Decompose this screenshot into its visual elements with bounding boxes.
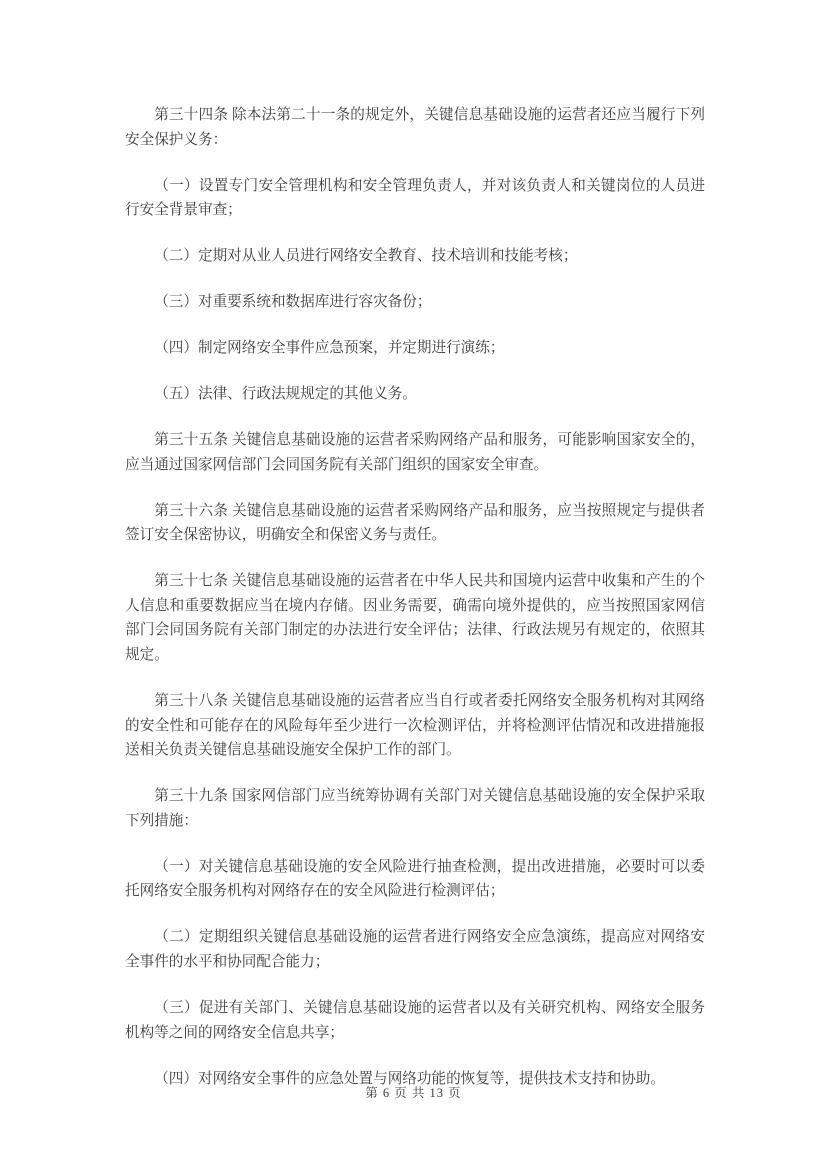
document-body xyxy=(125,103,705,1112)
article-35: 第三十五条 关键信息基础设施的运营者采购网络产品和服务，可能影响国家安全的，应当通过国家网信部门会同国务院有关部门组织的国家安全审查。 xyxy=(125,432,705,473)
article-34-item-5: （五）法律、行政法规规定的其他义务。 xyxy=(154,386,417,403)
article-34-intro: 第三十四条 除本法第二十一条的规定外，关键信息基础设施的运营者还应当履行下列安全保护义务： xyxy=(125,107,705,148)
article-34-item-1: （一）设置专门安全管理机构和安全管理负责人，并对该负责人和关键岗位的人员进行安全背景审查； xyxy=(125,177,705,219)
article-36: 第三十六条 关键信息基础设施的运营者采购网络产品和服务，应当按照规定与提供者签订安全保密协议，明确安全和保密义务与责任。 xyxy=(125,502,705,544)
article-38: 第三十八条 关键信息基础设施的运营者应当自行或者委托网络安全服务机构对其网络的安全性和可能存在的风险每年至少进行一次检测评估，并将检测评估情况和改进措施报送相关负责关键信息基础设施安全保护工作的部门。 xyxy=(125,693,705,759)
article-34-item-2: （二）定期对从业人员进行网络安全教育、技术培训和技能考核； xyxy=(154,248,578,265)
article-39-item-3: （三）促进有关部门、关键信息基础设施的运营者以及有关研究机构、网络安全服务机构等之间的网络安全信息共享； xyxy=(125,999,705,1041)
article-39-item-4: （四）对网络安全事件的应急处置与网络功能的恢复等，提供技术支持和协助。 xyxy=(154,1070,665,1087)
article-34-item-4: （四）制定网络安全事件应急预案，并定期进行演练； xyxy=(154,340,505,357)
page-number-footer: 第 6 页 共 13 页 xyxy=(365,1086,462,1100)
article-39-intro: 第三十九条 国家网信部门应当统筹协调有关部门对关键信息基础设施的安全保护采取下列措施： xyxy=(125,788,705,829)
article-34-item-3: （三）对重要系统和数据库进行容灾备份； xyxy=(154,294,432,311)
article-37: 第三十七条 关键信息基础设施的运营者在中华人民共和国境内运营中收集和产生的个人信息和重要数据应当在境内存储。因业务需要，确需向境外提供的，应当按照国家网信部门会同国务院有关部门制定的办法进行安全评估；法律、行政法规另有规定的，依照其规定。 xyxy=(125,573,705,664)
article-39-item-1: （一）对关键信息基础设施的安全风险进行抽查检测，提出改进措施，必要时可以委托网络安全服务机构对网络存在的安全风险进行检测评估； xyxy=(125,858,705,900)
article-39-item-2: （二）定期组织关键信息基础设施的运营者进行网络安全应急演练，提高应对网络安全事件的水平和协同配合能力； xyxy=(125,929,705,970)
